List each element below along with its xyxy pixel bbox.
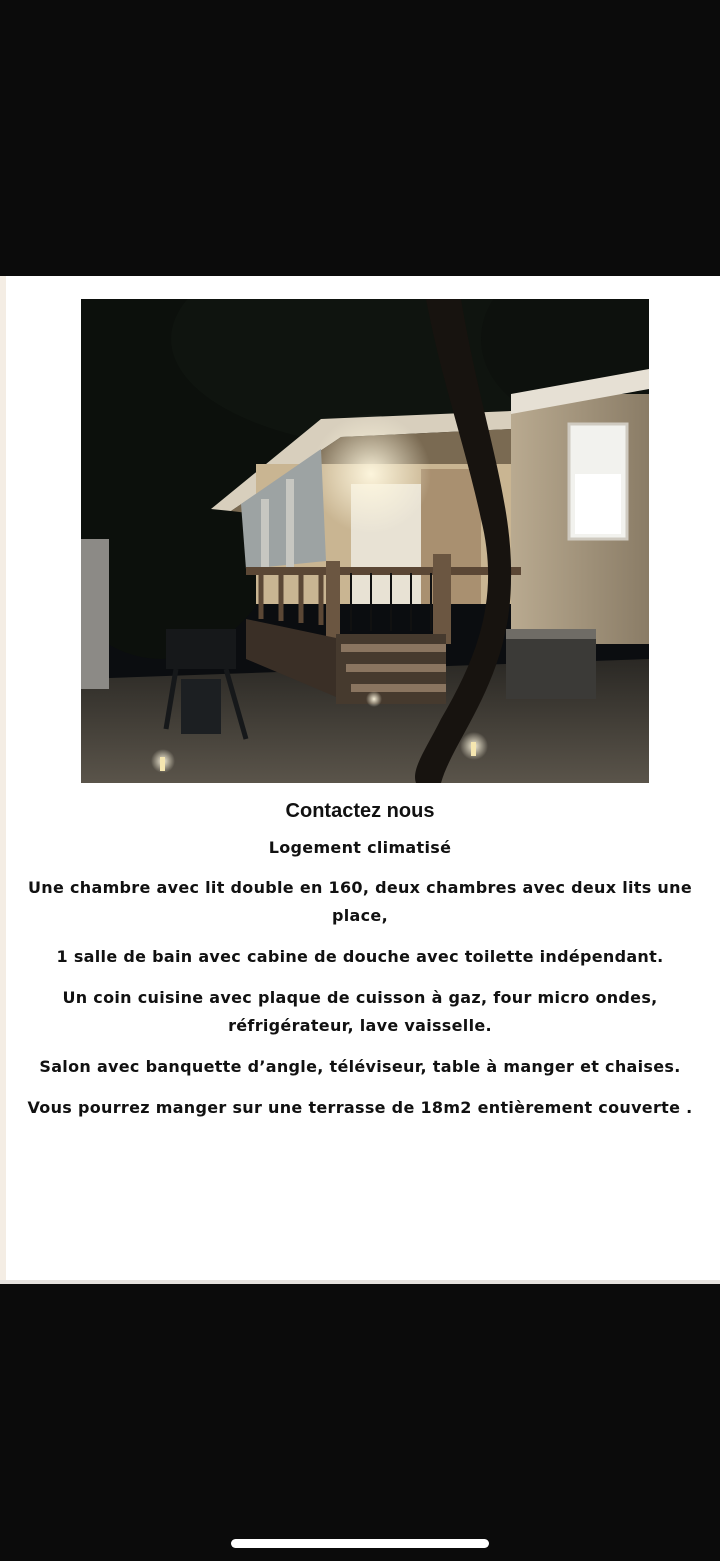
bottom-black-area [0,1284,720,1561]
terrace-paragraph: Vous pourrez manger sur une terrasse de 18m2 entièrement couverte . [27,1098,693,1117]
listing-photo[interactable] [81,299,649,783]
contact-title[interactable]: Contactez nous [285,800,435,822]
bedrooms-paragraph: Une chambre avec lit double en 160, deux chambres avec deux lits une place, [28,878,692,925]
living-room-paragraph: Salon avec banquette d’angle, téléviseur, table à manger et chaises. [39,1057,681,1076]
listing-description [20,796,700,1135]
kitchen-paragraph: Un coin cuisine avec plaque de cuisson à gaz, four micro ondes, réfrigérateur, lave vaisselle. [62,988,658,1035]
bathroom-paragraph: 1 salle de bain avec cabine de douche avec toilette indépendant. [56,947,664,966]
top-black-area [0,0,720,276]
air-conditioning-line: Logement climatisé [268,838,452,857]
home-indicator[interactable] [231,1539,489,1548]
mobile-home-night-photo [81,299,649,783]
